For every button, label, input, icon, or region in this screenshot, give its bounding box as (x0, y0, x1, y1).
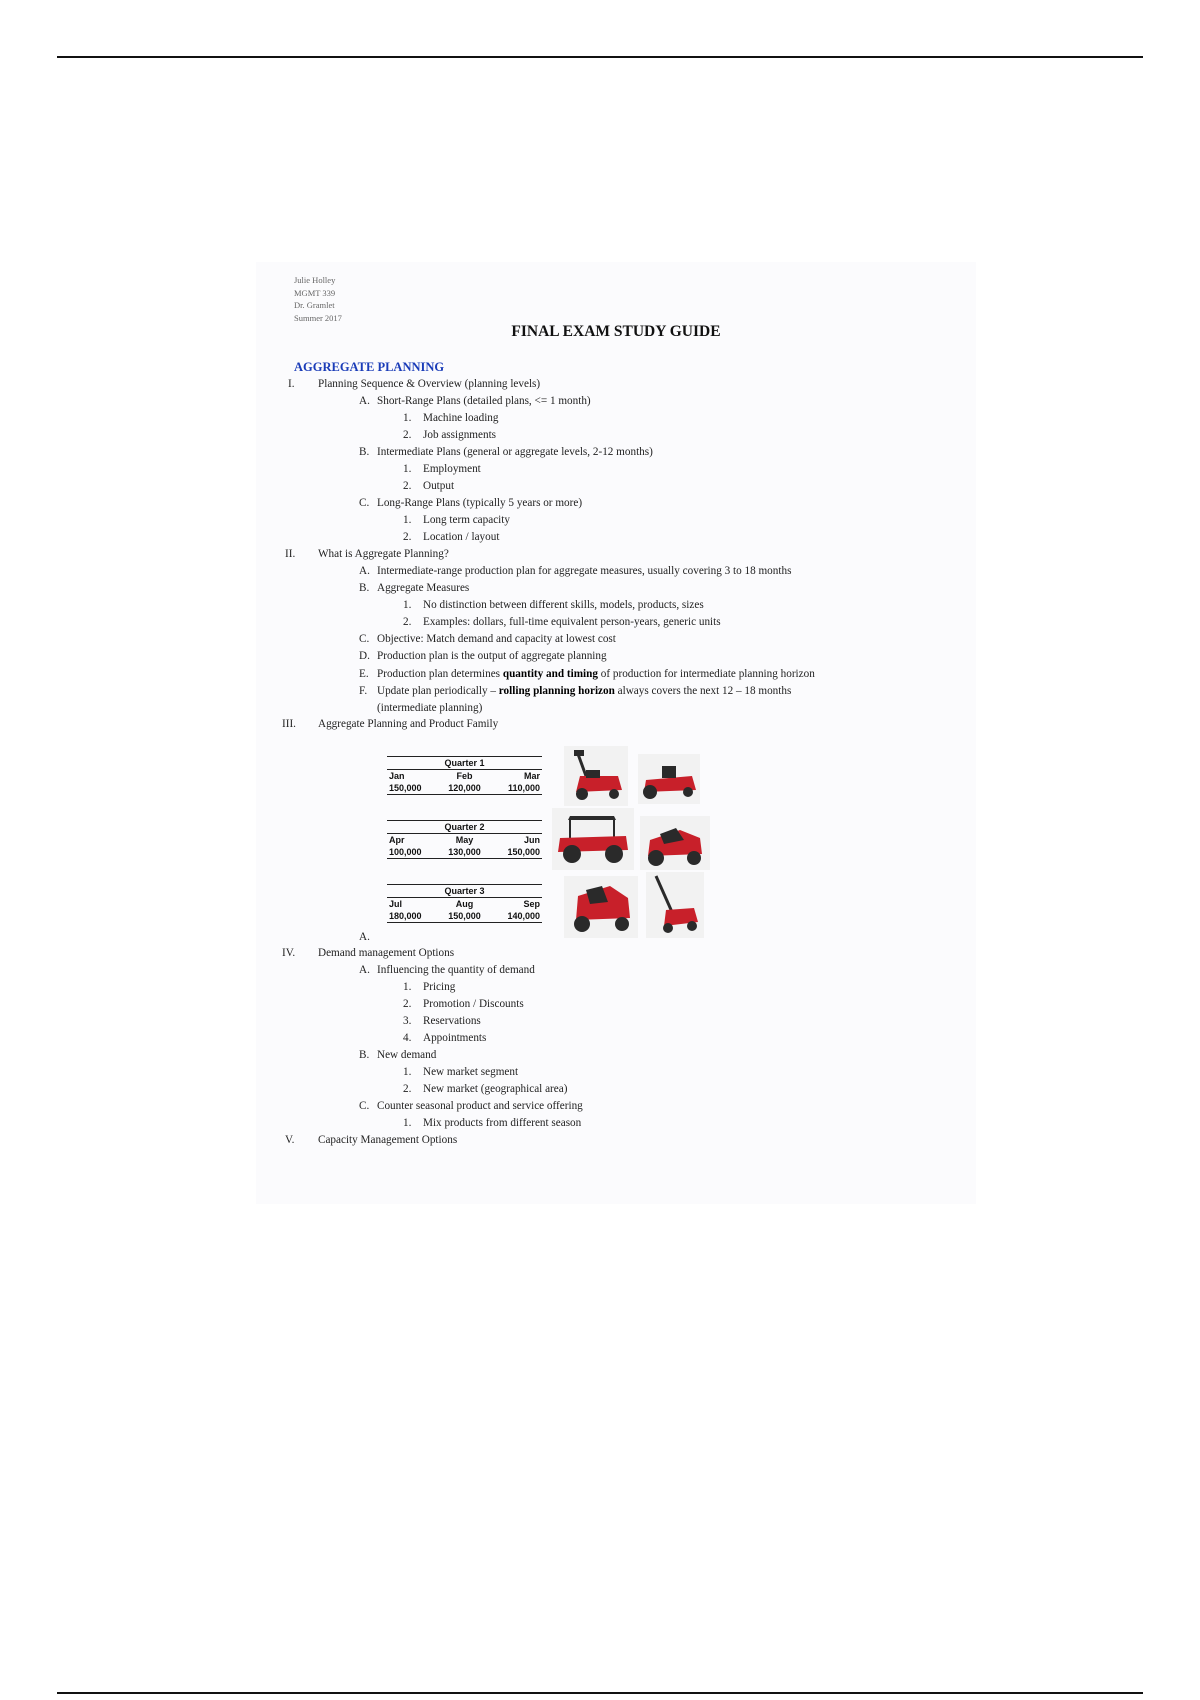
outline-item: C. Counter seasonal product and service offering (359, 1100, 583, 1112)
outline-item: 2. Promotion / Discounts (403, 998, 524, 1010)
outline-item: 1. Machine loading (403, 412, 499, 424)
bottom-rule (57, 1692, 1143, 1694)
outline-item: 3. Reservations (403, 1015, 481, 1027)
quarter-label: Quarter 3 (387, 884, 542, 898)
quarter-label: Quarter 1 (387, 756, 542, 770)
outline-item: B. Intermediate Plans (general or aggregate levels, 2-12 months) (359, 446, 653, 458)
value-row: 100,000 130,000 150,000 (389, 847, 540, 857)
riding-mower-image (640, 816, 710, 870)
outline-item: 1. Employment (403, 463, 481, 475)
header-meta (294, 274, 342, 324)
outline-item: A. Short-Range Plans (detailed plans, <= 1 month) (359, 395, 591, 407)
outline-item: 1. New market segment (403, 1066, 519, 1078)
course-code: MGMT 339 (294, 287, 336, 298)
value-row: 150,000 120,000 110,000 (389, 783, 540, 793)
outline-item: 2. Output (403, 480, 455, 492)
outline-item: V. Capacity Management Options (285, 1134, 458, 1146)
outline-item: A. Influencing the quantity of demand (359, 964, 535, 976)
quarter-table (387, 756, 542, 795)
month-row: Apr May Jun (389, 835, 540, 845)
outline-item: A. Intermediate-range production plan for aggregate measures, usually covering 3 to 18 months (359, 565, 792, 577)
outline-item: 2. Examples: dollars, full-time equivalent person-years, generic units (403, 616, 721, 628)
outline-item: II. What is Aggregate Planning? (285, 548, 449, 560)
outline-item: E. Production plan determines quantity and timing of production for intermediate planning horizon (359, 668, 815, 680)
author-name: Julie Holley (294, 275, 336, 285)
walk-behind-mower-image (564, 746, 628, 806)
outline-item-continuation: (intermediate planning) (377, 702, 483, 714)
document-page: Julie Holley MGMT 339 Dr. Gramlet Summer 2017 FINAL EXAM STUDY GUIDE AGGREGATE PLANNING I. Planning Sequence & Overview (planning levels) A. Short-Range Plans (detailed plans, <= 1 month) 1. Machine loading 2. Job assignments B. Intermediate Plans (general or aggregate levels, 2-12 months) 1. Employment 2. Output C. Long-Range Plans (typically 5 years or more) 1. Long term capacity 2. Location / layout II. What is Aggregate Planning? A. Intermediate-range production plan for aggregate measures, usually covering 3 to 18 months B. Aggregate Measures 1. No distinction between different skills, models, products, sizes 2. Examples: dollars, full-time equivalent person-years, generic units C. Objective: Match demand and capacity at lowest cost D. Production plan is the output of aggregate planning E. Production plan determines quantity and timing of production for intermediate planning horizon F. Update plan periodically – rolling planning horizon always covers the next 12 – 18 months (intermediate planning) III. Aggregate Planning and Product Family Quarter 1 Jan Feb Mar 150,000 120,000 110,000 Quarter 2 Apr May Jun 100,000 130,000 150,000 Quarter 3 Jul Aug Sep 180,000 150,000 140,000 A. IV. Demand management Options A. Influencing the quantity of demand 1. Pricing 2. Promotion / Discounts 3. Reservations 4. Appointments B. New demand 1. New market segment 2. New market (geographical area) C. Counter seasonal product and service offering 1. Mix products from different season V. Capacity Management Options (256, 262, 976, 1204)
outline-item: C. Long-Range Plans (typically 5 years or more) (359, 497, 583, 509)
outline-item: 1. Mix products from different season (403, 1117, 582, 1129)
push-mower-image (646, 872, 704, 938)
outline-item: B. New demand (359, 1049, 437, 1061)
outline-item: F. Update plan periodically – rolling planning horizon always covers the next 12 – 18 months (359, 685, 792, 697)
month-row: Jul Aug Sep (389, 899, 540, 909)
top-rule (57, 56, 1143, 58)
outline-item: D. Production plan is the output of aggregate planning (359, 650, 607, 662)
value-row: 180,000 150,000 140,000 (389, 911, 540, 921)
outline-item: III. Aggregate Planning and Product Family (282, 718, 499, 730)
outline-item: IV. Demand management Options (282, 947, 455, 959)
instructor-name: Dr. Gramlet (294, 300, 335, 310)
outline-item: 1. Long term capacity (403, 514, 510, 526)
outline-item: 2. New market (geographical area) (403, 1083, 568, 1095)
quarter-table (387, 820, 542, 859)
section-heading: AGGREGATE PLANNING (294, 360, 445, 374)
outline-item: 1. Pricing (403, 981, 456, 993)
outline-item: 1. No distinction between different skills, models, products, sizes (403, 599, 704, 611)
zero-turn-mower-image (638, 754, 700, 804)
outline-item: B. Aggregate Measures (359, 582, 470, 594)
rear-engine-rider-image (564, 876, 638, 938)
outline-item: 2. Job assignments (403, 429, 497, 441)
month-row: Jan Feb Mar (389, 771, 540, 781)
outline-item: 2. Location / layout (403, 531, 500, 543)
quarter-label: Quarter 2 (387, 820, 542, 834)
quarter-table (387, 884, 542, 923)
utility-vehicle-image (552, 808, 634, 870)
outline-item: I. Planning Sequence & Overview (planning levels) (288, 378, 541, 390)
document-title: FINAL EXAM STUDY GUIDE (511, 323, 721, 340)
term: Summer 2017 (294, 312, 342, 323)
outline-item: 4. Appointments (403, 1032, 487, 1044)
outline-item: C. Objective: Match demand and capacity at lowest cost (359, 633, 616, 645)
